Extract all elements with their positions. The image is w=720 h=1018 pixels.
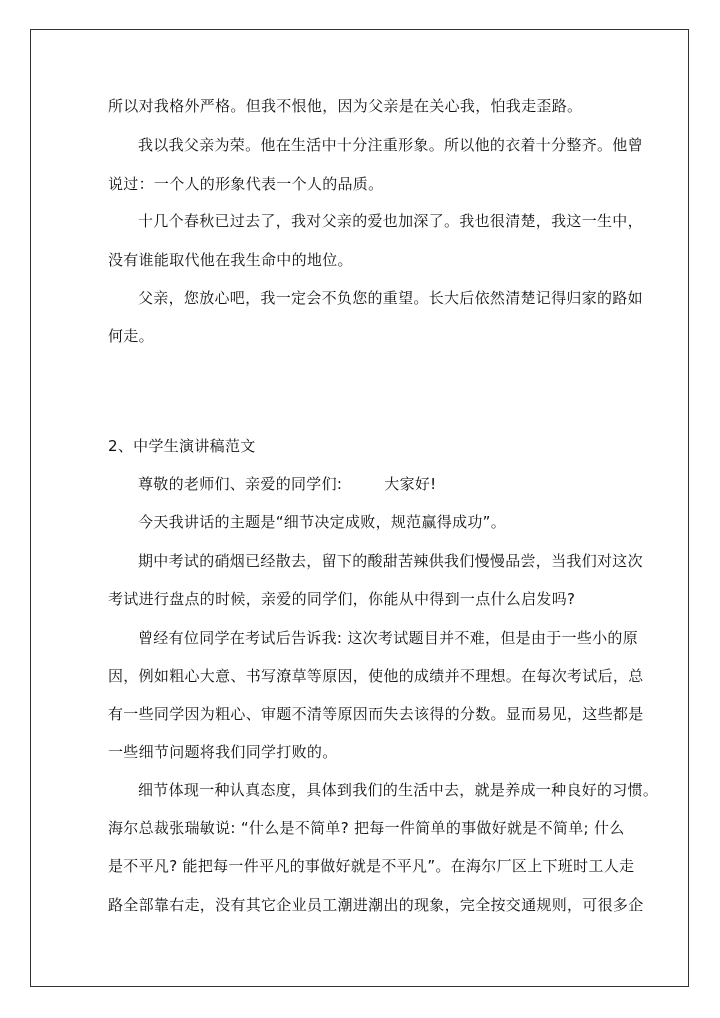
- greeting-line: [138, 474, 436, 494]
- paragraph-line: 细节体现一种认真态度，具体到我们的生活中去，就是养成一种良好的习惯。: [138, 781, 659, 799]
- paragraph-line: 因，例如粗心大意、书写潦草等原因，使他的成绩并不理想。在每次考试后，总: [108, 667, 644, 685]
- paragraph-line: 有一些同学因为粗心、审题不清等原因而失去该得的分数。显而易见，这些都是: [108, 705, 644, 723]
- greeting-hello: 大家好!: [384, 475, 437, 493]
- paragraph-line: 一些细节问题将我们同学打败的。: [108, 743, 338, 761]
- paragraph-line: 曾经有位同学在考试后告诉我: 这次考试题目并不难，但是由于一些小的原: [138, 629, 639, 647]
- paragraph-line: 路全部靠右走，没有其它企业员工潮进潮出的现象，完全按交通规则，可很多企: [108, 896, 644, 914]
- paragraph-line: 何走。: [108, 327, 154, 345]
- paragraph-line: 所以对我格外严格。但我不恨他，因为父亲是在关心我，怕我走歪路。: [108, 97, 583, 115]
- paragraph-line: 海尔总裁张瑞敏说: “什么是不简单? 把每一件简单的事做好就是不简单; 什么: [108, 819, 625, 837]
- page-border: [30, 29, 689, 987]
- paragraph-line: 十几个春秋已过去了，我对父亲的爱也加深了。我也很清楚，我这一生中，: [138, 212, 643, 230]
- paragraph-line: 期中考试的硝烟已经散去，留下的酸甜苦辣供我们慢慢品尝，当我们对这次: [138, 552, 643, 570]
- paragraph-line: 考试进行盘点的时候，亲爱的同学们，你能从中得到一点什么启发吗?: [108, 590, 576, 608]
- paragraph-line: 说过：一个人的形象代表一个人的品质。: [108, 175, 384, 193]
- paragraph-line: 我以我父亲为荣。他在生活中十分注重形象。所以他的衣着十分整齐。他曾: [138, 136, 643, 154]
- section-heading: 2、中学生演讲稿范文: [108, 437, 256, 455]
- paragraph-line: 没有谁能取代他在我生命中的地位。: [108, 251, 353, 269]
- paragraph-line: 是不平凡? 能把每一件平凡的事做好就是不平凡”。在海尔厂区上下班时工人走: [108, 857, 635, 875]
- greeting-salutation: 尊敬的老师们、亲爱的同学们:: [138, 475, 343, 493]
- paragraph-line: 父亲，您放心吧，我一定会不负您的重望。长大后依然清楚记得归家的路如: [138, 289, 643, 307]
- paragraph-line: 今天我讲话的主题是“细节决定成败，规范赢得成功”。: [138, 513, 507, 531]
